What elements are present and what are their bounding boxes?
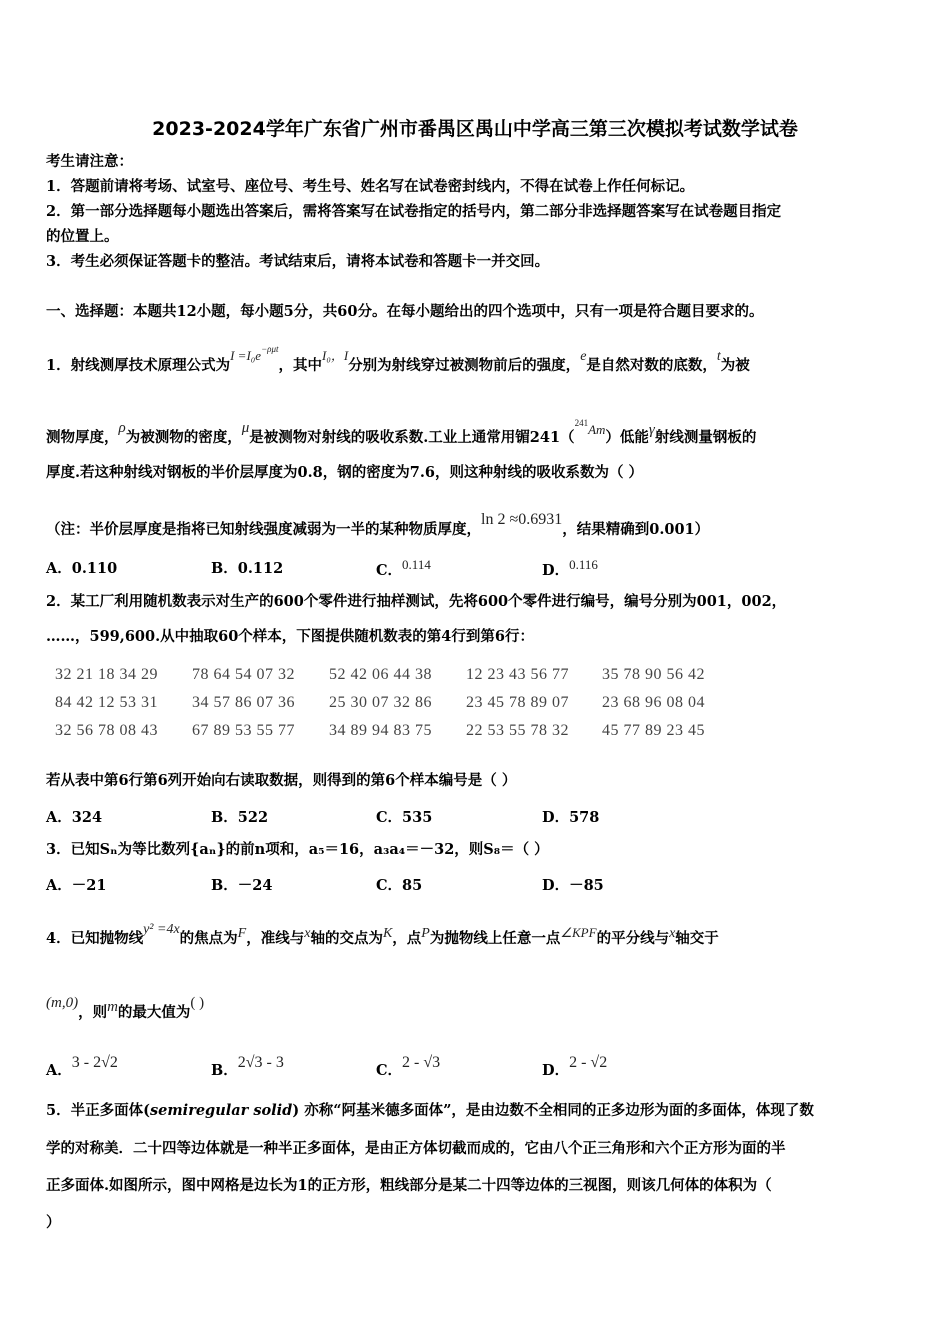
option-value: －24 (237, 877, 273, 894)
option-label: D． (542, 809, 570, 826)
option-label: A． (46, 1062, 72, 1079)
q1-formula-exp: −ρμt (261, 344, 279, 354)
q1-option-a[interactable] (46, 557, 117, 578)
q4-text: 为抛物线上任意一点 (429, 930, 561, 947)
option-value: 0.110 (71, 560, 118, 577)
q1-formula (230, 344, 279, 363)
q4-point: (m,0) (46, 995, 79, 1011)
q1-var-t: t (716, 349, 721, 364)
q4-text: 轴的交点为 (310, 930, 383, 947)
table-cell: 78 64 54 07 32 (192, 666, 295, 683)
q4-var-p: P (421, 926, 430, 941)
q1-option-b[interactable] (211, 557, 283, 578)
option-value: 522 (237, 809, 269, 826)
q1-text: 测物厚度， (46, 429, 119, 446)
q1-note: ，结果精确到0.001） (562, 521, 710, 538)
table-cell: 25 30 07 32 86 (329, 694, 432, 711)
table-cell: 84 42 12 53 31 (55, 694, 158, 711)
option-value: 0.112 (237, 560, 284, 577)
table-cell: 52 42 06 44 38 (329, 666, 432, 683)
q5-text: 5．半正多面体( (46, 1102, 150, 1119)
option-value: 324 (71, 809, 103, 826)
q1-vars: I₀，I (322, 348, 349, 363)
q4-parabola: y² =4x (143, 922, 180, 937)
q1-text: 分别为射线穿过被测物前后的强度， (348, 357, 581, 374)
option-value: －85 (569, 877, 604, 894)
q3-option-c[interactable] (376, 874, 422, 895)
q1-text: 是自然对数的底数， (586, 357, 717, 374)
q1-line-3: 厚度.若这种射线对钢板的半价层厚度为0.8，钢的密度为7.6，则这种射线的吸收系数为（ ） (46, 464, 644, 481)
option-value: 535 (402, 809, 433, 826)
option-label: C． (376, 1062, 403, 1079)
q1-line-2 (46, 413, 756, 448)
option-value: 2 - √3 (402, 1054, 441, 1071)
option-value: 578 (569, 809, 600, 826)
q1-line-1 (46, 339, 750, 376)
q5-line-2: 学的对称美．二十四等边体就是一种半正多面体，是由正方体切截而成的，它由八个正三角形和六个正方形为面的半 (46, 1140, 786, 1157)
q4-option-d[interactable] (542, 1054, 607, 1080)
q3-option-b[interactable] (211, 874, 272, 895)
option-label: C． (376, 809, 403, 826)
q4-var-x: x (669, 926, 676, 941)
q1-text: 是被测物对射线的吸收系数.工业上通常用镅241（ (249, 429, 575, 446)
q1-text: 为被测物的密度， (125, 429, 242, 446)
q1-var-gamma: γ (648, 422, 655, 438)
q4-answer-paren: ( ) (190, 995, 205, 1011)
option-label: B． (211, 877, 238, 894)
table-cell: 23 45 78 89 07 (466, 694, 569, 711)
q3-option-d[interactable] (542, 874, 604, 895)
q1-ln2: ln 2 ≈0.6931 (481, 511, 563, 528)
q4-var-f: F (237, 926, 247, 941)
q2-option-a[interactable] (46, 806, 102, 827)
option-label: B． (211, 560, 238, 577)
q4-text: 的焦点为 (179, 930, 238, 947)
table-cell: 32 56 78 08 43 (55, 722, 158, 739)
option-label: A． (46, 877, 72, 894)
option-label: C． (376, 877, 403, 894)
q1-am-mass: 241 (574, 418, 589, 428)
q1-text: 为被 (720, 357, 750, 374)
q1-var-e: e (580, 349, 587, 364)
q1-note: （注：半价层厚度是指将已知射线强度减弱为一半的某种物质厚度， (46, 521, 481, 538)
q4-text: ，点 (392, 930, 422, 947)
q3-option-a[interactable] (46, 874, 106, 895)
table-cell: 67 89 53 55 77 (192, 722, 295, 739)
q4-var-x: x (304, 926, 311, 941)
option-label: A． (46, 809, 72, 826)
q4-angle: ∠KPF (560, 925, 597, 940)
option-value: 2√3 - 3 (237, 1054, 284, 1071)
notice-item-2-cont: 的位置上。 (46, 228, 119, 245)
option-label: D． (542, 562, 570, 579)
table-cell: 45 77 89 23 45 (602, 722, 705, 739)
table-cell: 35 78 90 56 42 (602, 666, 705, 683)
q4-text: ，则 (78, 1004, 108, 1021)
option-value: 2 - √2 (569, 1054, 608, 1071)
notice-heading: 考生请注意： (46, 153, 133, 170)
notice-item-1: 1．答题前请将考场、试室号、座位号、考生号、姓名写在试卷密封线内，不得在试卷上作任何标记。 (46, 178, 695, 195)
q3-line-1: 3．已知Sₙ为等比数列{aₙ}的前n项和，a₅＝16，a₃a₄＝－32，则S₈＝（ ） (46, 841, 549, 858)
q4-option-a[interactable] (46, 1054, 118, 1080)
option-value: 3 - 2√2 (71, 1054, 118, 1071)
table-cell: 34 89 94 83 75 (329, 722, 432, 739)
table-cell: 12 23 43 56 77 (466, 666, 569, 683)
option-label: D． (542, 877, 570, 894)
q2-option-c[interactable] (376, 806, 432, 827)
table-cell: 34 57 86 07 36 (192, 694, 295, 711)
q1-am-symbol: Am (588, 422, 606, 437)
q2-line-1: 2．某工厂利用随机数表示对生产的600个零件进行抽样测试，先将600个零件进行编号，编号分别为001，002， (46, 593, 787, 610)
notice-item-2: 2．第一部分选择题每小题选出答案后，需将答案写在试卷指定的括号内，第二部分非选择题答案写在试卷题目指定 (46, 203, 782, 220)
q4-text: 的平分线与 (596, 930, 670, 947)
q1-var-mu: μ (241, 420, 250, 436)
option-label: B． (211, 1062, 238, 1079)
q4-line-1 (46, 920, 719, 949)
q2-option-d[interactable] (542, 806, 599, 827)
q1-var-rho: ρ (118, 420, 126, 436)
option-label: B． (211, 809, 238, 826)
q1-formula-base: I =I₀e (230, 348, 262, 363)
q5-line-1 (46, 1101, 814, 1121)
q4-var-k: K (382, 926, 393, 941)
q2-option-b[interactable] (211, 806, 268, 827)
table-cell: 23 68 96 08 04 (602, 694, 705, 711)
q1-option-c[interactable] (376, 557, 431, 580)
q4-text: 的最大值为 (117, 1004, 191, 1021)
q4-line-2 (46, 993, 204, 1023)
q1-text: ）低能 (605, 429, 649, 446)
q5-text: ) 亦称“阿基米德多面体”，是由边数不全相同的正多边形为面的多面体，体现了数 (292, 1102, 814, 1119)
q1-text: 1．射线测厚技术原理公式为 (46, 357, 231, 374)
q5-term: semiregular solid (149, 1102, 293, 1119)
option-value: －21 (71, 877, 107, 894)
q2-line-3: 若从表中第6行第6列开始向右读取数据，则得到的第6个样本编号是（ ） (46, 772, 517, 789)
q2-line-2: ……，599,600.从中抽取60个样本，下图提供随机数表的第4行到第6行： (46, 628, 534, 645)
q1-text: ，其中 (278, 357, 322, 374)
q4-option-c[interactable] (376, 1054, 440, 1080)
q5-line-3: 正多面体.如图所示，图中网格是边长为1的正方形，粗线部分是某二十四等边体的三视图，则该几何体的体积为（ (46, 1177, 772, 1194)
section-heading: 一、选择题：本题共12小题，每小题5分，共60分。在每小题给出的四个选项中，只有一项是符合题目要求的。 (46, 303, 764, 320)
q4-text: 4．已知抛物线 (46, 930, 144, 947)
table-cell: 22 53 55 78 32 (466, 722, 569, 739)
q5-line-4: ） (46, 1214, 61, 1231)
q4-text: 轴交于 (675, 930, 719, 947)
table-cell: 32 21 18 34 29 (55, 666, 158, 683)
q4-option-b[interactable] (211, 1054, 284, 1080)
notice-item-3: 3．考生必须保证答题卡的整洁。考试结束后，请将本试卷和答题卡一并交回。 (46, 253, 550, 270)
q4-text: ，准线与 (246, 930, 305, 947)
option-label: C． (376, 562, 403, 579)
option-value: 85 (402, 877, 423, 894)
option-value: 0.114 (402, 557, 431, 572)
option-label: A． (46, 560, 72, 577)
q1-option-d[interactable] (542, 557, 598, 580)
q1-line-4 (46, 510, 709, 540)
option-value: 0.116 (569, 557, 598, 572)
page-title: 2023-2024学年广东省广州市番禺区禺山中学高三第三次模拟考试数学试卷 (152, 118, 798, 140)
q1-text: 射线测量钢板的 (654, 429, 757, 446)
q4-var-m: m (107, 999, 118, 1015)
option-label: D． (542, 1062, 570, 1079)
